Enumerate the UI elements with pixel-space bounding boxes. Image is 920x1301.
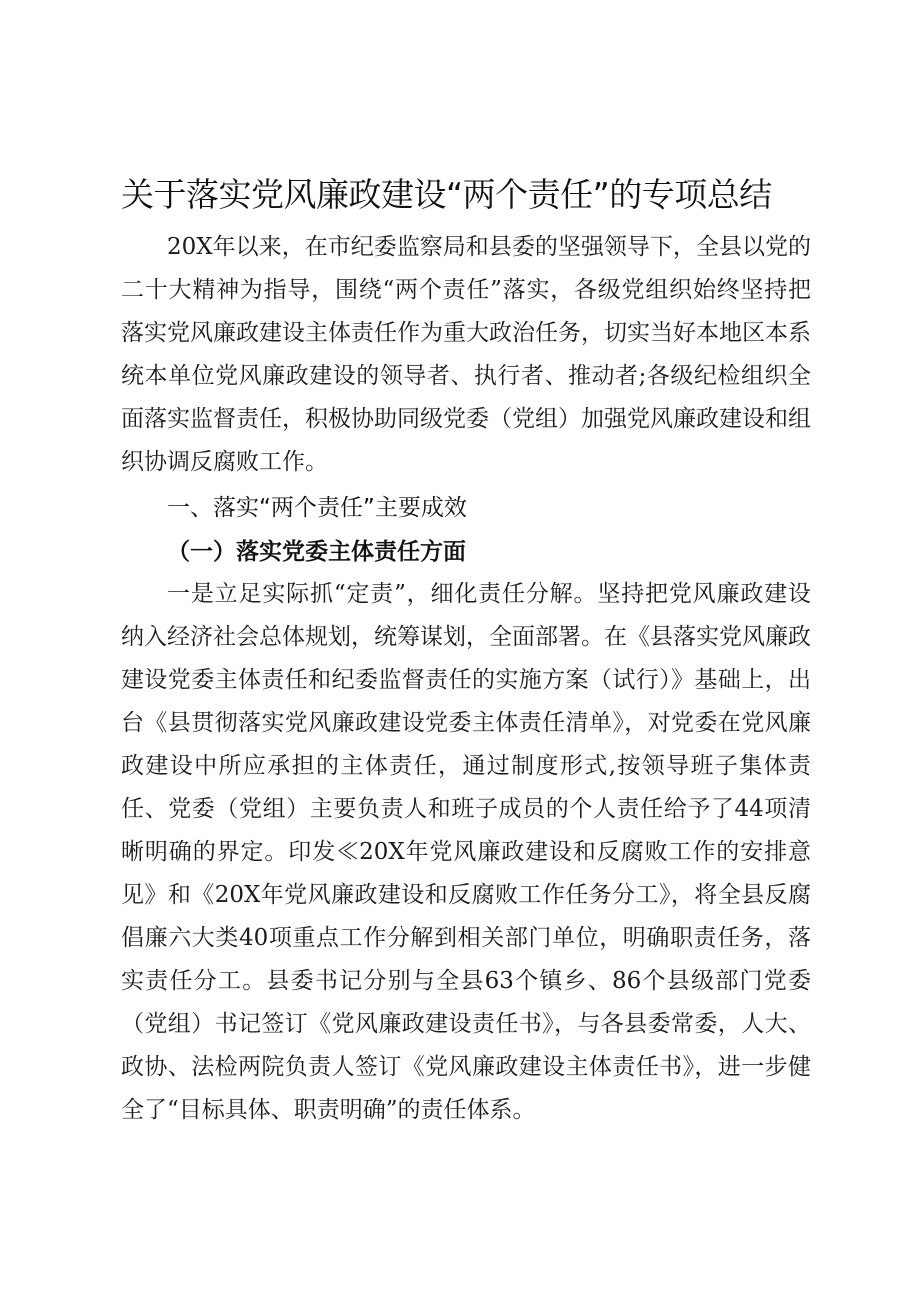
subsection-heading: （一）落实党委主体责任方面 xyxy=(167,538,466,565)
document-title: 关于落实党风廉政建设“两个责任”的专项总结 xyxy=(121,175,772,214)
intro-paragraph: 20X年以来，在市纪委监察局和县委的坚强领导下，全县以党的二十大精神为指导，围绕“两个责任”落实，各级党组织始终坚持把落实党风廉政建设主体责任作为重大政治任务，切实当好本地区本系统本单位党风廉政建设的领导者、执行者、推动者;各级纪检组织全面落实监督责任，积极协助同级党委（党组）加强党风廉政建设和组织协调反腐败工作。 xyxy=(121,234,811,475)
section-heading: 一、落实“两个责任”主要成效 xyxy=(167,495,467,521)
body-paragraph: 一是立足实际抓“定责”，细化责任分解。坚持把党风廉政建设纳入经济社会总体规划，统筹谋划，全面部署。在《县落实党风廉政建设党委主体责任和纪委监督责任的实施方案（试行）》基础上，出台《县贯彻落实党风廉政建设党委主体责任清单》，对党委在党风廉政建设中所应承担的主体责任，通过制度形式,按领导班子集体责任、党委（党组）主要负责人和班子成员的个人责任给予了44项清晰明确的界定。印发≪20X年党风廉政建设和反腐败工作的安排意见》和《20X年党风廉政建设和反腐败工作任务分工》，将全县反腐倡廉六大类40项重点工作分解到相关部门单位，明确职责任务，落实责任分工。县委书记分别与全县63个镇乡、86个县级部门党委（党组）书记签订《党风廉政建设责任书》，与各县委常委，人大、政协、法检两院负责人签订《党风廉政建设主体责任书》，进一步健全了“目标具体、职责明确”的责任体系。 xyxy=(121,581,811,1123)
